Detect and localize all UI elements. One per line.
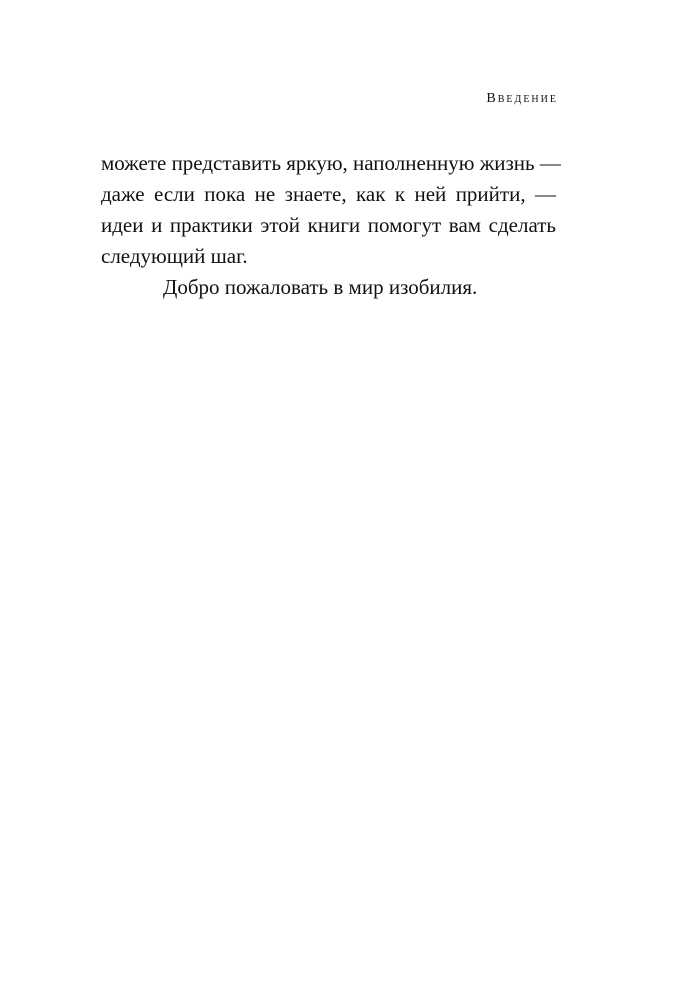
paragraph [101, 148, 561, 272]
page-body [101, 148, 561, 303]
running-header: Введение [486, 91, 558, 106]
text-line: идеи и практики этой книги помогут вам сделать [101, 213, 556, 237]
text-line: следующий шаг. [101, 244, 248, 268]
text-line: можете представить яркую, наполненную жизнь — [101, 151, 561, 175]
paragraph-welcome: Добро пожаловать в мир изобилия. [163, 275, 478, 299]
text-line: даже если пока не знаете, как к ней прийти, — [101, 182, 556, 206]
